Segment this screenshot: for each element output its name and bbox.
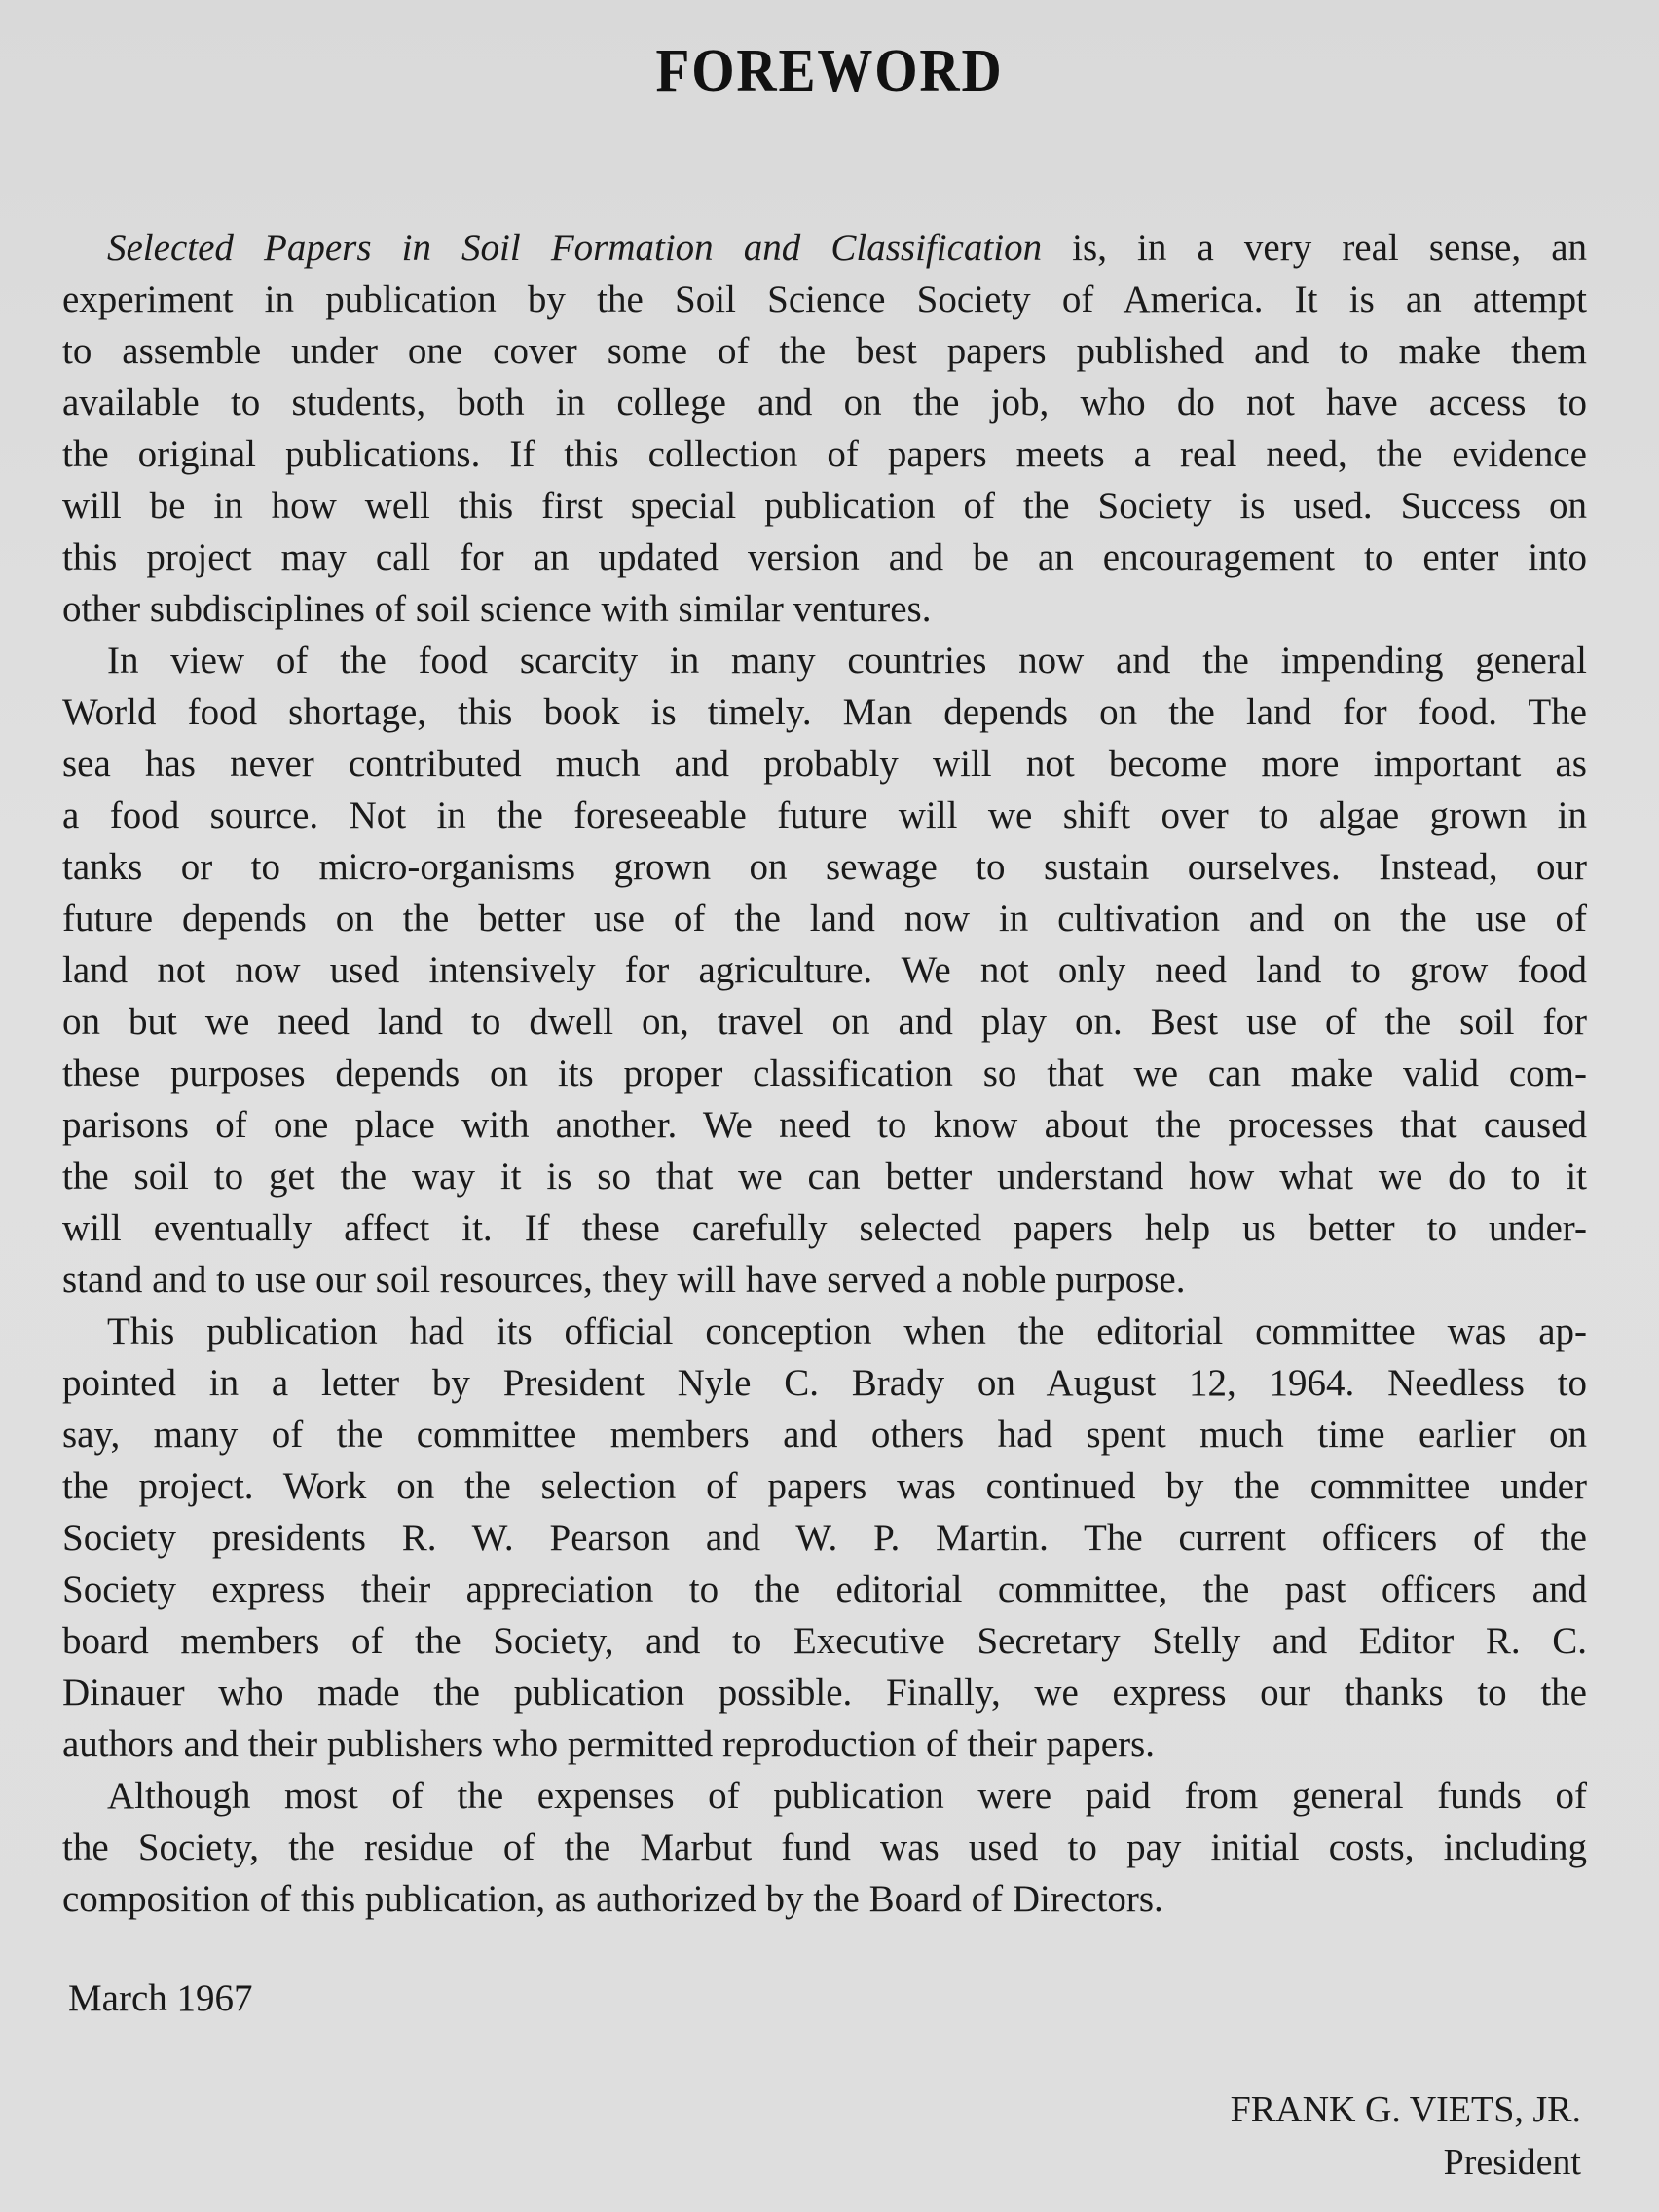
text-line: available to students, both in college and on the job, who do not have access to bbox=[62, 382, 1587, 424]
text-line: will be in how well this first special publication of the Society is used. Success on bbox=[62, 485, 1587, 527]
text-line: Although most of the expenses of publication were paid from general funds of bbox=[107, 1775, 1587, 1817]
text-line: In view of the food scarcity in many countries now and the impending general bbox=[107, 640, 1587, 682]
text-line: on but we need land to dwell on, travel on and play on. Best use of the soil for bbox=[62, 1001, 1587, 1043]
text-line: the Society, the residue of the Marbut fund was used to pay initial costs, including bbox=[62, 1826, 1587, 1868]
text-line: a food source. Not in the foreseeable future will we shift over to algae grown in bbox=[62, 794, 1587, 836]
text-line: the project. Work on the selection of papers was continued by the committee under bbox=[62, 1465, 1587, 1507]
text-line: Society presidents R. W. Pearson and W. P. Martin. The current officers of the bbox=[62, 1517, 1587, 1559]
text-line: future depends on the better use of the land now in cultivation and on the use of bbox=[62, 898, 1587, 940]
date-line: March 1967 bbox=[68, 1977, 253, 2019]
signature-block bbox=[1231, 2083, 1581, 2189]
text-line: authors and their publishers who permitted reproduction of their papers. bbox=[62, 1723, 1156, 1765]
text-line: Dinauer who made the publication possible. Finally, we express our thanks to the bbox=[62, 1672, 1587, 1714]
text-fragment: is, in a very real sense, an bbox=[1042, 227, 1588, 269]
paragraph bbox=[62, 635, 1587, 1306]
text-line: this project may call for an updated version and be an encouragement to enter into bbox=[62, 536, 1587, 578]
text-line: say, many of the committee members and others had spent much time earlier on bbox=[62, 1414, 1587, 1456]
text-line: the original publications. If this collection of papers meets a real need, the evidence bbox=[62, 433, 1587, 475]
text-line: Society express their appreciation to the editorial committee, the past officers and bbox=[62, 1568, 1587, 1610]
book-title: Selected Papers in Soil Formation and Classification bbox=[107, 227, 1043, 269]
text-line: parisons of one place with another. We need to know about the processes that caused bbox=[62, 1104, 1587, 1146]
text-line: land not now used intensively for agriculture. We not only need land to grow food bbox=[62, 949, 1587, 991]
text-line bbox=[62, 222, 1587, 274]
text-line: pointed in a letter by President Nyle C. Brady on August 12, 1964. Needless to bbox=[62, 1362, 1587, 1404]
text-line: to assemble under one cover some of the best papers published and to make them bbox=[62, 330, 1587, 372]
text-line: sea has never contributed much and probably will not become more important as bbox=[62, 743, 1587, 785]
text-line: other subdisciplines of soil science with similar ventures. bbox=[62, 588, 932, 630]
text-line: experiment in publication by the Soil Science Society of America. It is an attempt bbox=[62, 278, 1587, 320]
text-line: tanks or to micro-organisms grown on sewage to sustain ourselves. Instead, our bbox=[62, 846, 1587, 888]
signatory-name: FRANK G. VIETS, JR. bbox=[1230, 2089, 1581, 2130]
signatory-role: President bbox=[1443, 2142, 1581, 2183]
text-line: the soil to get the way it is so that we can better understand how what we do to it bbox=[62, 1156, 1587, 1198]
text-line: these purposes depends on its proper classification so that we can make valid com- bbox=[62, 1052, 1587, 1094]
text-line: composition of this publication, as authorized by the Board of Directors. bbox=[62, 1878, 1163, 1920]
text-line: board members of the Society, and to Executive Secretary Stelly and Editor R. C. bbox=[62, 1620, 1587, 1662]
paragraph bbox=[62, 1306, 1587, 1770]
text-line: This publication had its official conception when the editorial committee was ap- bbox=[107, 1310, 1587, 1352]
text-line: will eventually affect it. If these carefully selected papers help us better to under- bbox=[62, 1207, 1587, 1249]
text-line: stand and to use our soil resources, they will have served a noble purpose. bbox=[62, 1259, 1186, 1301]
paragraph bbox=[62, 222, 1587, 635]
text-line: World food shortage, this book is timely. Man depends on the land for food. The bbox=[62, 691, 1587, 733]
paragraph bbox=[62, 1770, 1587, 1925]
foreword-body bbox=[62, 222, 1587, 1925]
page-title: FOREWORD bbox=[655, 38, 1004, 104]
